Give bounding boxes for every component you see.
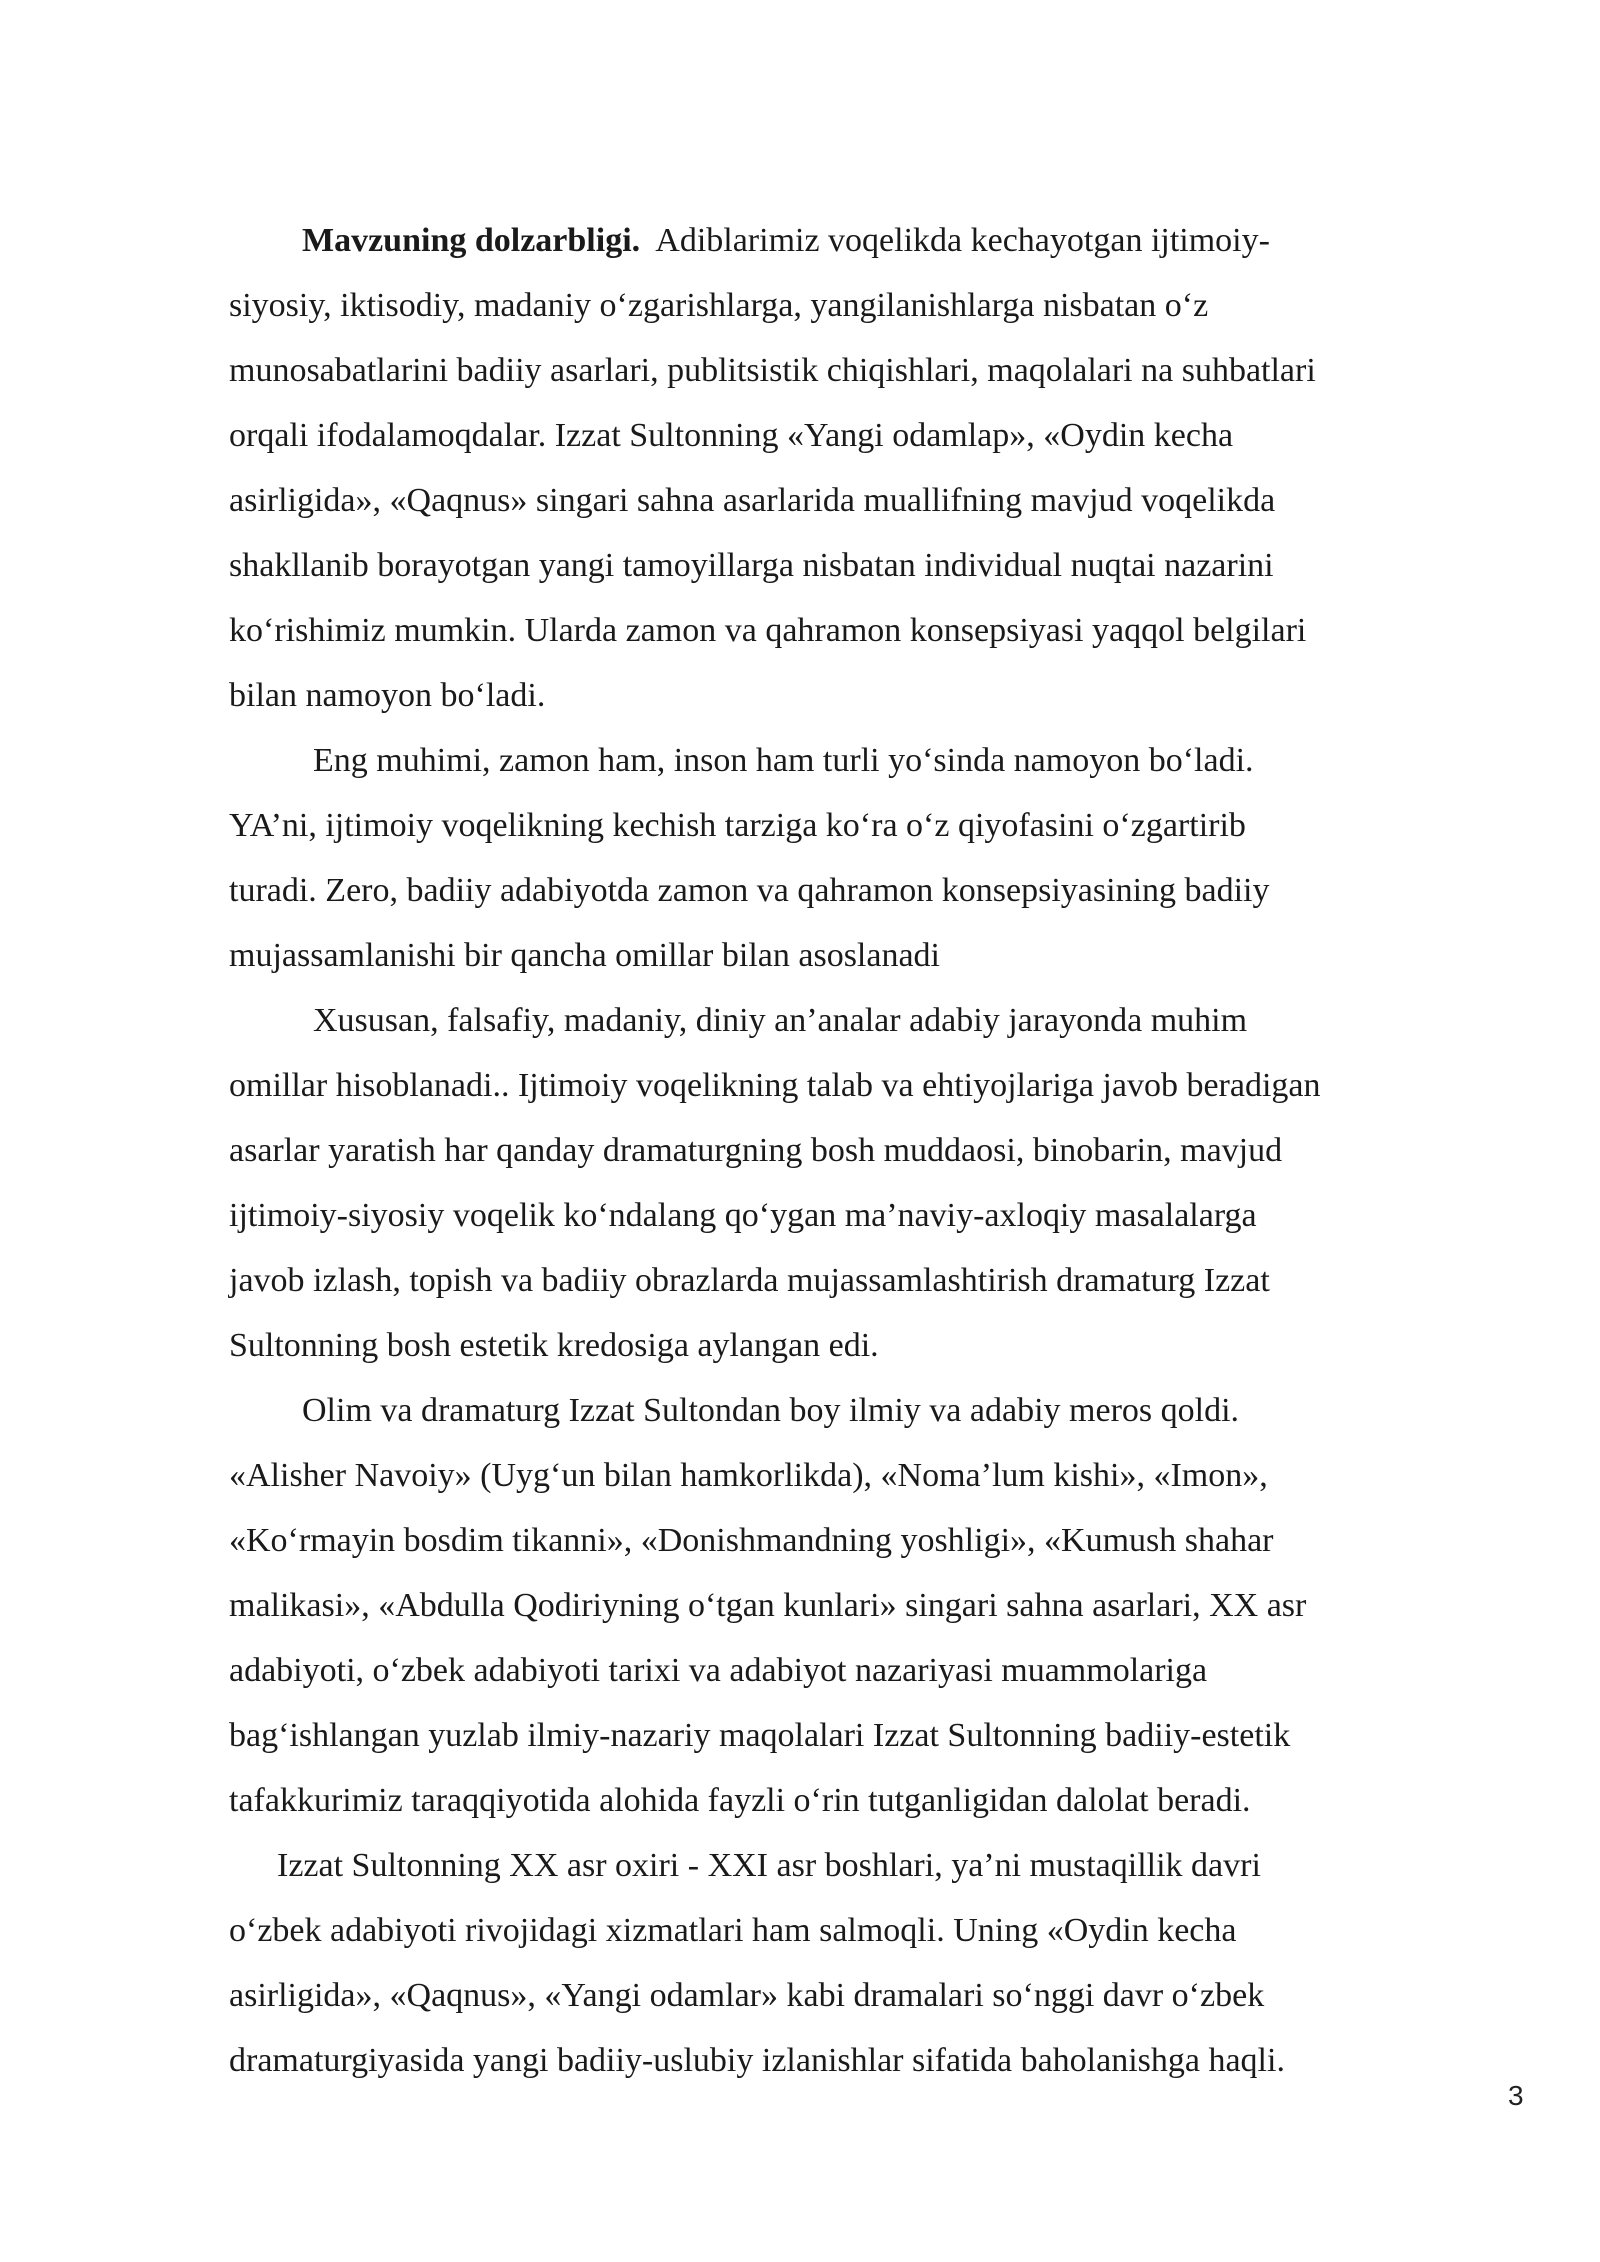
paragraph-line: siyosiy, iktisodiy, madaniy o‘zgarishlarga, yangilanishlarga nisbatan o‘z (229, 287, 1209, 324)
paragraph-3 (229, 988, 1489, 1378)
section-heading: Mavzuning dolzarbligi. (302, 222, 641, 259)
paragraph-line: shakllanib borayotgan yangi tamoyillarga nisbatan individual nuqtai nazarini (229, 547, 1274, 584)
paragraph-line: «Ko‘rmayin bosdim tikanni», «Donishmandning yoshligi», «Kumush shahar (229, 1522, 1274, 1559)
paragraph-5 (229, 1833, 1489, 2093)
paragraph-line: munosabatlarini badiiy asarlari, publitsistik chiqishlari, maqolalari na suhbatlari (229, 352, 1316, 389)
paragraph-line: YA’ni, ijtimoiy voqelikning kechish tarziga ko‘ra o‘z qiyofasini o‘zgartirib (229, 807, 1246, 844)
paragraph-line: asirligida», «Qaqnus» singari sahna asarlarida muallifning mavjud voqelikda (229, 482, 1276, 519)
paragraph-line: dramaturgiyasida yangi badiiy-uslubiy izlanishlar sifatida baholanishga haqli. (229, 2042, 1285, 2079)
paragraph-line: Sultonning bosh estetik kredosiga aylangan edi. (229, 1327, 879, 1364)
paragraph-line: turadi. Zero, badiiy adabiyotda zamon va qahramon konsepsiyasining badiiy (229, 872, 1270, 909)
paragraph-2 (229, 728, 1489, 988)
paragraph-line: o‘zbek adabiyoti rivojidagi xizmatlari ham salmoqli. Uning «Oydin kecha (229, 1912, 1237, 1949)
paragraph-line: ko‘rishimiz mumkin. Ularda zamon va qahramon konsepsiyasi yaqqol belgilari (229, 612, 1307, 649)
paragraph-line: «Alisher Navoiy» (Uyg‘un bilan hamkorlikda), «Noma’lum kishi», «Imon», (229, 1457, 1268, 1494)
paragraph-line: Eng muhimi, zamon ham, inson ham turli yo‘sinda namoyon bo‘ladi. (313, 742, 1254, 779)
paragraph-line: adabiyoti, o‘zbek adabiyoti tarixi va adabiyot nazariyasi muammolariga (229, 1652, 1208, 1689)
paragraph-line: omillar hisoblanadi.. Ijtimoiy voqelikning talab va ehtiyojlariga javob beradigan (229, 1067, 1321, 1104)
page-number: 3 (1508, 2080, 1524, 2111)
paragraph-line: tafakkurimiz taraqqiyotida alohida fayzli o‘rin tutganligidan dalolat beradi. (229, 1782, 1251, 1819)
paragraph-line (229, 208, 1489, 273)
paragraph-line: bilan namoyon bo‘ladi. (229, 677, 546, 714)
paragraph-line: Xususan, falsafiy, madaniy, diniy an’analar adabiy jarayonda muhim (313, 1002, 1248, 1039)
paragraph-1 (229, 208, 1489, 728)
paragraph-line: asirligida», «Qaqnus», «Yangi odamlar» kabi dramalari so‘nggi davr o‘zbek (229, 1977, 1265, 2014)
paragraph-4 (229, 1378, 1489, 1833)
paragraph-line: asarlar yaratish har qanday dramaturgning bosh muddaosi, binobarin, mavjud (229, 1132, 1283, 1169)
document-body (229, 208, 1489, 2093)
paragraph-line: ijtimoiy-siyosiy voqelik ko‘ndalang qo‘ygan ma’naviy-axloqiy masalalarga (229, 1197, 1257, 1234)
paragraph-line: mujassamlanishi bir qancha omillar bilan asoslanadi (229, 937, 940, 974)
paragraph-line: orqali ifodalamoqdalar. Izzat Sultonning «Yangi odamlap», «Oydin kecha (229, 417, 1234, 454)
paragraph-line: malikasi», «Abdulla Qodiriyning o‘tgan kunlari» singari sahna asarlari, XX asr (229, 1587, 1307, 1624)
paragraph-line: Izzat Sultonning XX asr oxiri - XXI asr boshlari, ya’ni mustaqillik davri (277, 1847, 1261, 1884)
paragraph-line: bag‘ishlangan yuzlab ilmiy-nazariy maqolalari Izzat Sultonning badiiy-estetik (229, 1717, 1291, 1754)
paragraph-line: Olim va dramaturg Izzat Sultondan boy ilmiy va adabiy meros qoldi. (302, 1392, 1240, 1429)
paragraph-line-text: Adiblarimiz voqelikda kechayotgan ijtimoiy- (640, 222, 1270, 259)
paragraph-line: javob izlash, topish va badiiy obrazlarda mujassamlashtirish dramaturg Izzat (229, 1262, 1270, 1299)
